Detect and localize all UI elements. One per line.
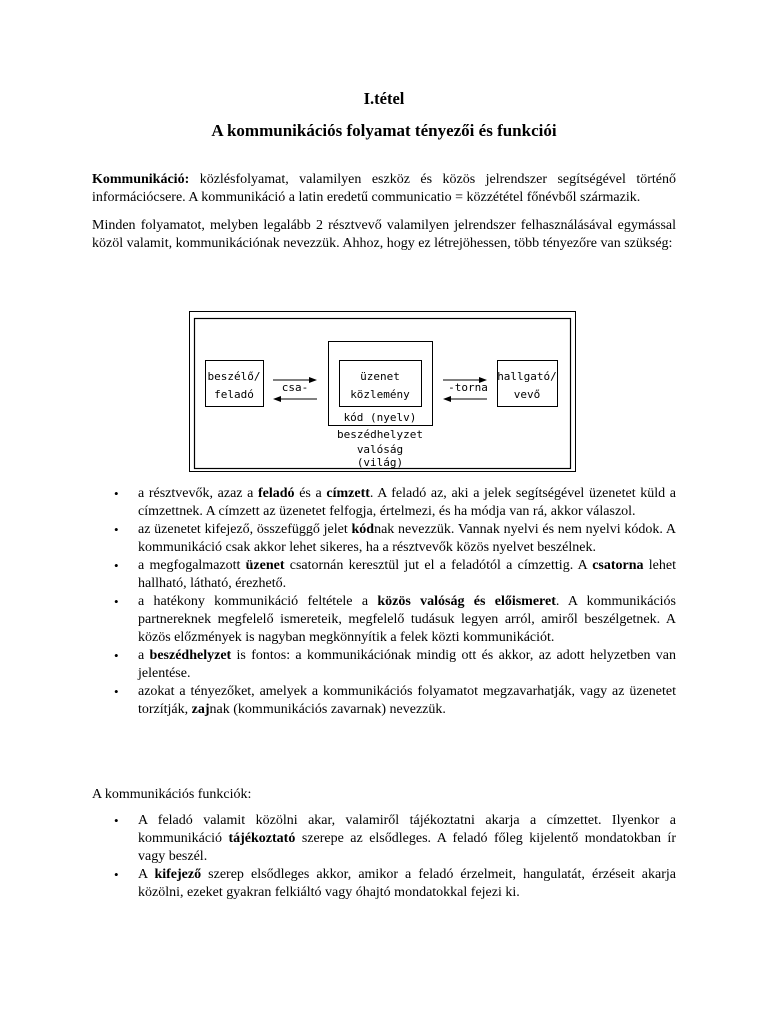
factors-text: is fontos: a kommunikációnak mindig ott és akkor, az adott helyzetben van jelentése. [138, 648, 676, 681]
factors-keyword: üzenet [245, 558, 285, 573]
factors-keyword: zaj [191, 702, 210, 717]
definition-text: közlésfolyamat, valamilyen eszköz és közös jelrendszer segítségével történő információcsere. A kommunikáció a latin eredetű communicatio = közzététel főnévből származik. [92, 172, 676, 205]
factors-item [92, 647, 676, 683]
situation-label: beszédhelyzet [336, 428, 424, 441]
document-page [92, 88, 676, 253]
definition-term: Kommunikáció: [92, 172, 190, 187]
factors-item [92, 557, 676, 593]
bullet-icon: • [114, 486, 119, 501]
factors-keyword: kód [351, 522, 375, 537]
factors-keyword: csatorna [592, 558, 644, 573]
reality-label-1: valóság [356, 443, 404, 456]
factors-text: . A feladó az, aki a jelek segítségével üzenetet küld a címzettnek. A címzett az üzenetet felfogja, értelmezi, és ha módja van rá, akkor válaszol. [138, 486, 676, 519]
functions-text: szerepe az elsődleges. A feladó főleg kijelentő mondatokban ír vagy beszél. [138, 831, 676, 864]
functions-keyword: kifejező [154, 867, 202, 882]
page-subtitle: A kommunikációs folyamat tényezői és funkciói [211, 121, 557, 140]
message-label-1: üzenet [360, 370, 400, 383]
factors-text: lehet hallható, látható, érezhető. [138, 558, 676, 591]
factors-text: nak (kommunikációs zavarnak) nevezzük. [209, 702, 446, 717]
factors-text: az üzenetet kifejező, összefüggő jelet [138, 522, 352, 537]
bullet-icon: • [114, 558, 119, 573]
receiver-label-2: vevő [513, 388, 541, 401]
channel-label-right: -torna [448, 381, 488, 394]
factors-text: a hatékony kommunikáció feltétele a [138, 594, 378, 609]
factors-text: azokat a tényezőket, amelyek a kommunikációs folyamatot megzavarhatják, vagy az üzenetet torzítják, [138, 684, 676, 717]
bullet-icon: • [114, 648, 119, 663]
factors-text: és a [294, 486, 327, 501]
code-label: kód (nyelv) [343, 411, 417, 424]
message-label-2: közlemény [350, 388, 410, 401]
factors-text: a [138, 648, 150, 663]
communication-diagram [189, 311, 578, 473]
factors-list [92, 485, 676, 719]
intro-paragraph: Minden folyamatot, melyben legalább 2 résztvevő valamilyen jelrendszer felhasználásával egymással közöl valamit, kommunikációnak nevezzük. Ahhoz, hogy ez létrejöhessen, több tényezőre van szükség: [92, 218, 676, 251]
functions-list [92, 812, 676, 902]
bullet-icon: • [114, 867, 119, 882]
arrow-left-right-head [443, 396, 451, 402]
factors-keyword: közös valóság és előismeret [377, 594, 556, 609]
functions-text: A feladó valamit közölni akar, valamiről tájékoztatni akarja a címzettet. Ilyenkor a kommunikáció [138, 813, 676, 846]
bullet-icon: • [114, 813, 119, 828]
arrow-left-left-head [273, 396, 281, 402]
bullet-icon: • [114, 594, 119, 609]
factors-text: . A kommunikációs partnereknek megfelelő ismereteik, megfelelő tudásuk legyen arról, amiről beszélgetnek. A közös előzmények is nagyban megkönnyítik a felek közti kommunikációt. [138, 594, 677, 645]
sender-label-1: beszélő/ [207, 370, 261, 383]
functions-heading: A kommunikációs funkciók: [92, 787, 252, 802]
reality-label-2: (világ) [356, 456, 404, 469]
channel-label-left: csa- [281, 381, 309, 394]
bullet-icon: • [114, 522, 119, 537]
functions-text: A [138, 867, 155, 882]
factors-item [92, 593, 676, 647]
functions-item [92, 866, 676, 902]
factors-item [92, 521, 676, 557]
receiver-label-1: hallgató/ [497, 370, 557, 383]
factors-keyword: feladó [258, 486, 295, 501]
factors-text: nak nevezzük. Vannak nyelvi és nem nyelvi kódok. A kommunikáció csak akkor lehet sikeres, ha a résztvevők közös nyelvet beszélnek. [138, 522, 676, 555]
functions-keyword: tájékoztató [228, 831, 296, 846]
page-title: I.tétel [363, 89, 405, 108]
definition-paragraph [92, 171, 676, 207]
factors-keyword: címzett [326, 486, 370, 501]
arrow-right-left-head [309, 377, 317, 383]
functions-item [92, 812, 676, 866]
factors-text: a megfogalmazott [138, 558, 246, 573]
factors-text: csatornán keresztül jut el a feladótól a címzettig. A [284, 558, 593, 573]
factors-item [92, 683, 676, 719]
sender-label-2: feladó [214, 388, 254, 401]
factors-item [92, 485, 676, 521]
factors-keyword: beszédhelyzet [149, 648, 232, 663]
bullet-icon: • [114, 684, 119, 699]
factors-text: a résztvevők, azaz a [138, 486, 258, 501]
functions-text: szerep elsődleges akkor, amikor a feladó érzelmeit, hangulatát, érzéseit akarja közölni, ezeket gyakran felkiáltó vagy óhajtó mondatokkal fejezi ki. [138, 867, 677, 900]
